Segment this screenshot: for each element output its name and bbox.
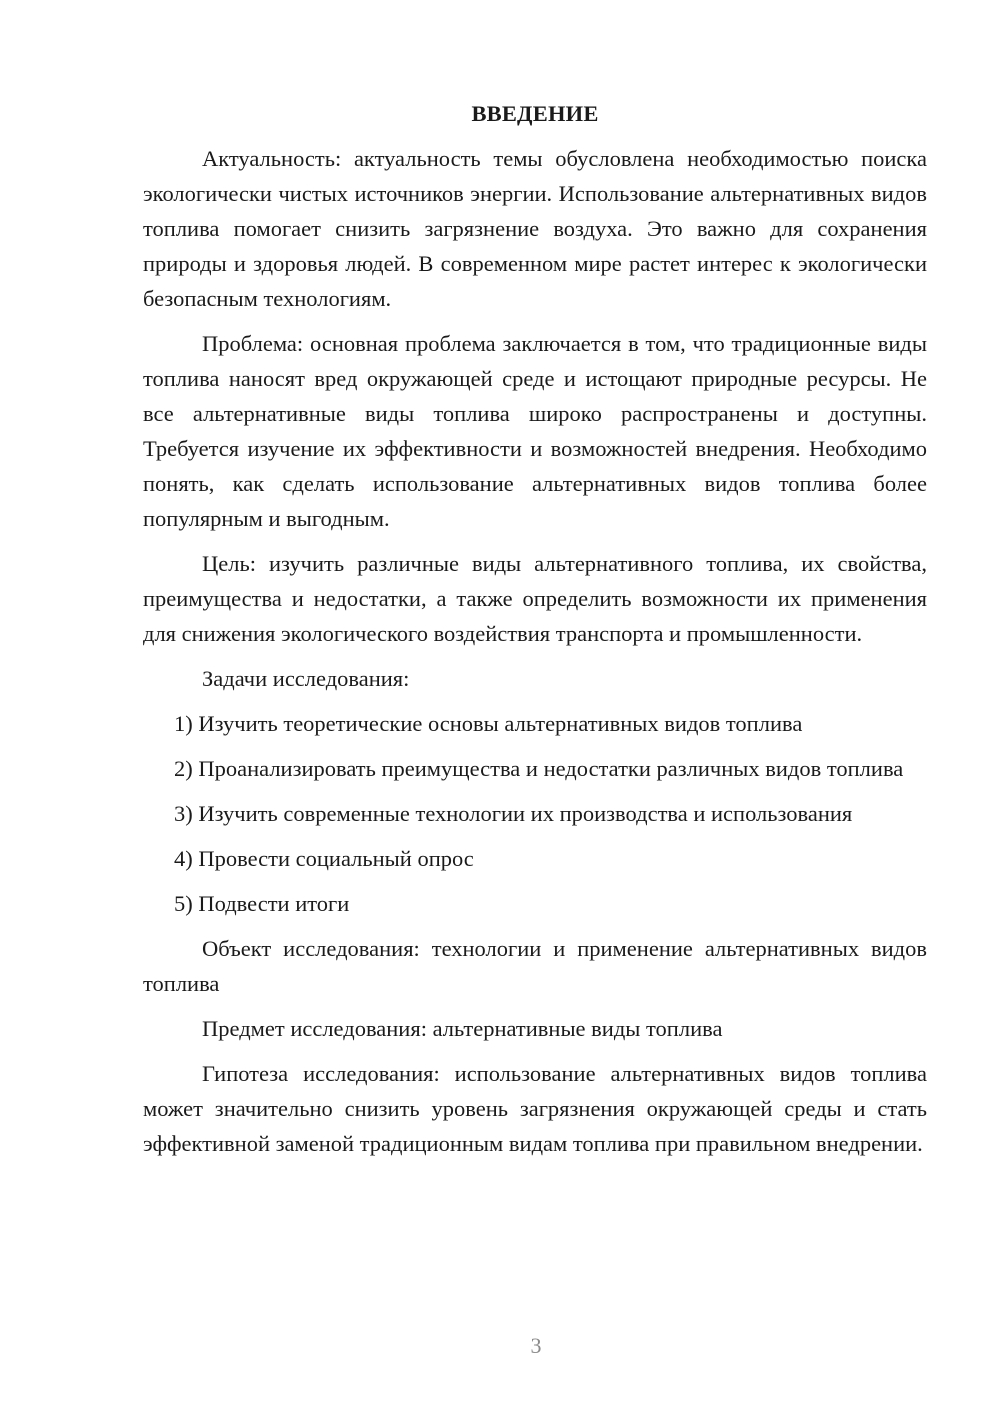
task-item-1: 1) Изучить теоретические основы альтернативных видов топлива (174, 711, 803, 736)
page-content (143, 96, 927, 1171)
goal-paragraph: Цель: изучить различные виды альтернативного топлива, их свойства, преимущества и недостатки, а также определить возможности их применения для снижения экологического воздействия транспорта и промышленности. (143, 551, 927, 646)
tasks-heading: Задачи исследования: (202, 666, 410, 691)
hypothesis-paragraph: Гипотеза исследования: использование альтернативных видов топлива может значительно снизить уровень загрязнения окружающей среды и стать эффективной заменой традиционным видам топлива при правильном внедрении. (143, 1061, 927, 1156)
task-item-4: 4) Провести социальный опрос (174, 846, 474, 871)
task-item-3: 3) Изучить современные технологии их производства и использования (174, 801, 853, 826)
task-item-2: 2) Проанализировать преимущества и недостатки различных видов топлива (174, 756, 904, 781)
page-number: 3 (530, 1333, 542, 1358)
page-title: ВВЕДЕНИЕ (471, 101, 599, 126)
task-item-5: 5) Подвести итоги (174, 891, 350, 916)
object-paragraph: Объект исследования: технологии и применение альтернативных видов топлива (143, 936, 927, 996)
relevance-paragraph: Актуальность: актуальность темы обусловлена необходимостью поиска экологически чистых источников энергии. Использование альтернативных видов топлива помогает снизить загрязнение воздуха. Это важно для сохранения природы и здоровья людей. В современном мире растет интерес к экологически безопасным технологиям. (143, 146, 927, 311)
problem-paragraph: Проблема: основная проблема заключается в том, что традиционные виды топлива наносят вред окружающей среде и истощают природные ресурсы. Не все альтернативные виды топлива широко распространены и доступны. Требуется изучение их эффективности и возможностей внедрения. Необходимо понять, как сделать использование альтернативных видов топлива более популярным и выгодным. (143, 331, 927, 531)
subject-paragraph: Предмет исследования: альтернативные виды топлива (202, 1016, 723, 1041)
